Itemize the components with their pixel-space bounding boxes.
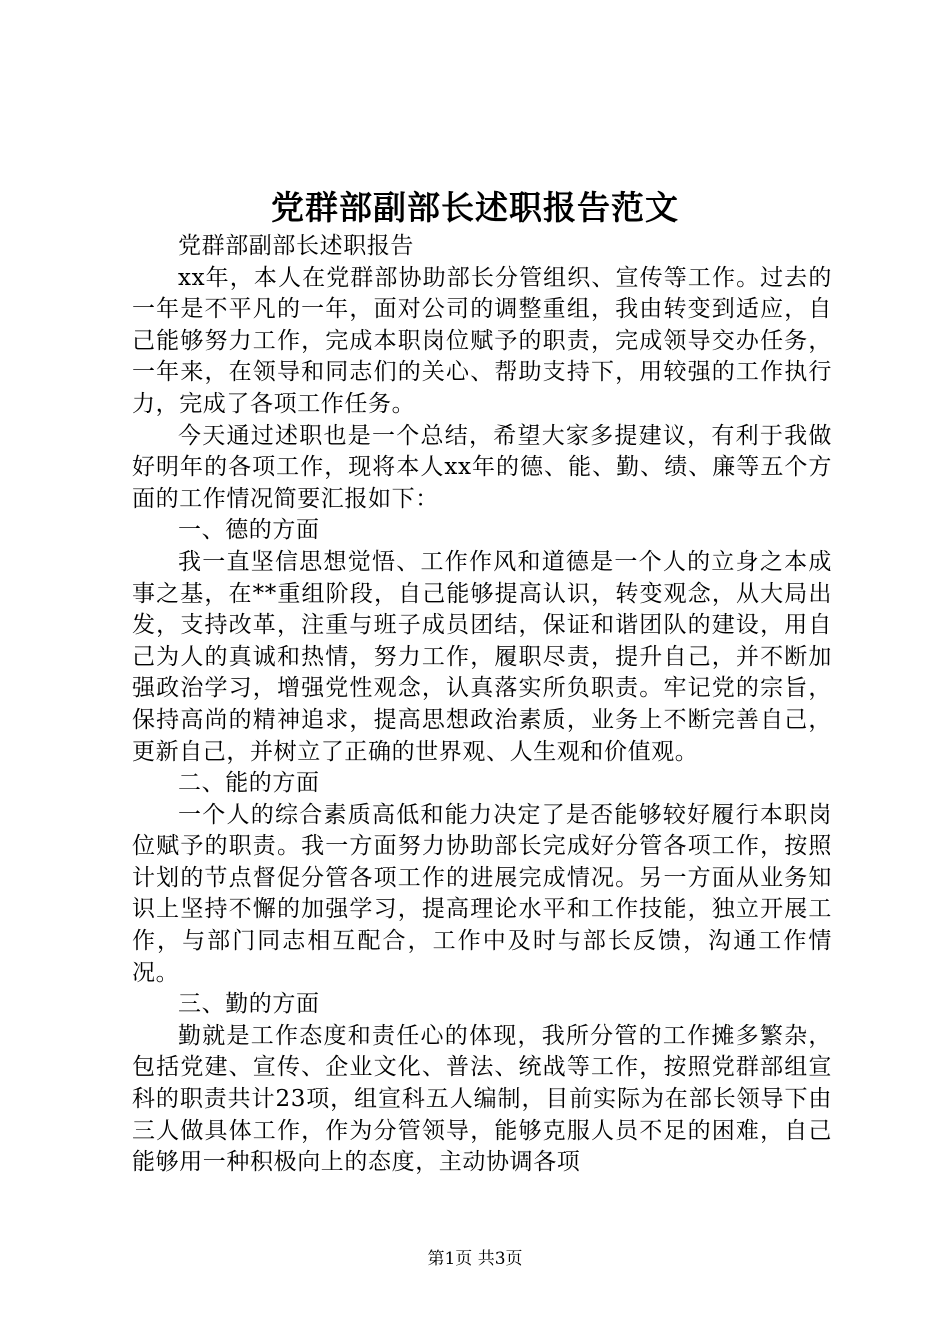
- intro-paragraph: xx年，本人在党群部协助部长分管组织、宣传等工作。过去的一年是不平凡的一年，面对公司的调整重组，我由转变到适应，自己能够努力工作，完成本职岗位赋予的职责，完成领导交办任务，一年来，在领导和同志们的关心、帮助支持下，用较强的工作执行力，完成了各项工作任务。: [132, 264, 832, 417]
- document-body: [132, 231, 832, 1179]
- report-subtitle: 党群部副部长述职报告: [178, 233, 414, 259]
- document-title: 党群部副部长述职报告范文: [271, 188, 679, 227]
- summary-paragraph: 今天通过述职也是一个总结，希望大家多提建议，有利于我做好明年的各项工作，现将本人xx年的德、能、勤、绩、廉等五个方面的工作情况简要汇报如下：: [132, 422, 832, 512]
- section-body-de: 我一直坚信思想觉悟、工作作风和道德是一个人的立身之本成事之基，在**重组阶段，自己能够提高认识，转变观念，从大局出发，支持改革，注重与班子成员团结，保证和谐团队的建设，用自己为人的真诚和热情，努力工作，履职尽责，提升自己，并不断加强政治学习，增强党性观念，认真落实所负职责。牢记党的宗旨，保持高尚的精神追求，提高思想政治素质，业务上不断完善自己，更新自己，并树立了正确的世界观、人生观和价值观。: [132, 548, 832, 765]
- section-heading-de: 一、德的方面: [178, 517, 320, 544]
- page-number-footer: 第1页 共3页: [427, 1249, 523, 1269]
- section-body-qin: 勤就是工作态度和责任心的体现，我所分管的工作摊多繁杂，包括党建、宣传、企业文化、普法、统战等工作，按照党群部组宣科的职责共计23项，组宣科五人编制，目前实际为在部长领导下由三人做具体工作，作为分管领导，能够克服人员不足的困难，自己能够用一种积极向上的态度，主动协调各项: [132, 1022, 832, 1176]
- section-heading-neng: 二、能的方面: [178, 770, 320, 797]
- section-body-neng: 一个人的综合素质高低和能力决定了是否能够较好履行本职岗位赋予的职责。我一方面努力协助部长完成好分管各项工作，按照计划的节点督促分管各项工作的进展完成情况。另一方面从业务知识上坚持不懈的加强学习，提高理论水平和工作技能，独立开展工作，与部门同志相互配合，工作中及时与部长反馈，沟通工作情况。: [132, 801, 832, 986]
- section-heading-qin: 三、勤的方面: [178, 991, 320, 1018]
